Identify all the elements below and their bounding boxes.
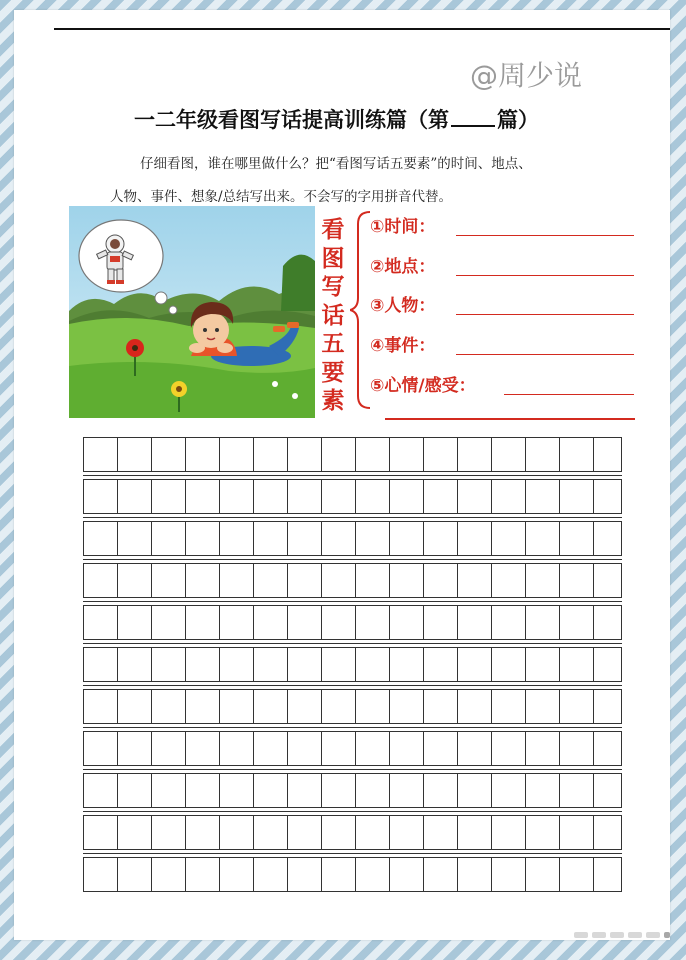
element-row-feeling <box>370 371 636 397</box>
element-row-place <box>370 252 636 278</box>
grid-row[interactable] <box>83 773 622 808</box>
title-blank-line[interactable] <box>451 109 495 127</box>
people-answer-line[interactable] <box>456 314 634 316</box>
element-label-people: ③人物： <box>370 296 436 316</box>
top-rule <box>54 28 670 30</box>
feeling-answer-line[interactable] <box>504 394 634 396</box>
element-label-feeling: ⑤心情/感受： <box>370 376 476 396</box>
page-title <box>134 104 594 134</box>
instruction-line-1: 仔细看图，谁在哪里做什么？把“看图写话五要素”的时间、地点、 <box>140 156 532 172</box>
grid-row[interactable] <box>83 521 622 556</box>
time-answer-line[interactable] <box>456 235 634 237</box>
grid-row[interactable] <box>83 605 622 640</box>
element-label-time: ①时间： <box>370 217 436 237</box>
five-elements-vertical-label <box>318 216 348 416</box>
grid-separator-line <box>83 643 622 644</box>
page-indicator-icon <box>574 928 670 942</box>
event-answer-line[interactable] <box>456 354 634 356</box>
illustration <box>69 206 315 418</box>
grid-separator-line <box>83 475 622 476</box>
grid-separator-line <box>83 517 622 518</box>
grid-separator-line <box>83 601 622 602</box>
element-label-event: ④事件： <box>370 336 436 356</box>
element-label-place: ②地点： <box>370 257 436 277</box>
title-text-after: 篇） <box>497 108 539 132</box>
element-row-people <box>370 291 636 317</box>
grid-row[interactable] <box>83 479 622 514</box>
boy-dreaming-illustration <box>69 206 315 418</box>
vertical-char: 素 <box>321 387 345 414</box>
grid-separator-line <box>83 769 622 770</box>
vertical-char: 要 <box>321 358 345 386</box>
grid-row[interactable] <box>83 437 622 472</box>
extra-answer-line[interactable] <box>385 418 635 420</box>
watermark: @周少说 <box>470 59 583 92</box>
title-text-before: 一二年级看图写话提高训练篇（第 <box>134 108 449 132</box>
element-row-time <box>370 212 636 238</box>
grid-row[interactable] <box>83 857 622 892</box>
vertical-char: 写 <box>321 273 345 300</box>
grid-row[interactable] <box>83 815 622 850</box>
red-brace-icon <box>350 210 372 410</box>
grid-row[interactable] <box>83 563 622 598</box>
grid-row[interactable] <box>83 647 622 682</box>
grid-row[interactable] <box>83 689 622 724</box>
grid-separator-line <box>83 727 622 728</box>
vertical-char: 图 <box>321 244 345 272</box>
grid-separator-line <box>83 853 622 854</box>
grid-separator-line <box>83 811 622 812</box>
instruction-line-2: 人物、事件、想象/总结写出来。不会写的字用拼音代替。 <box>110 189 453 205</box>
element-row-event <box>370 331 636 357</box>
grid-separator-line <box>83 685 622 686</box>
vertical-char: 看 <box>321 216 345 243</box>
grid-row[interactable] <box>83 731 622 766</box>
grid-separator-line <box>83 559 622 560</box>
vertical-char: 话 <box>321 301 345 329</box>
vertical-char: 五 <box>321 330 345 357</box>
writing-grid[interactable] <box>83 425 640 889</box>
place-answer-line[interactable] <box>456 275 634 277</box>
